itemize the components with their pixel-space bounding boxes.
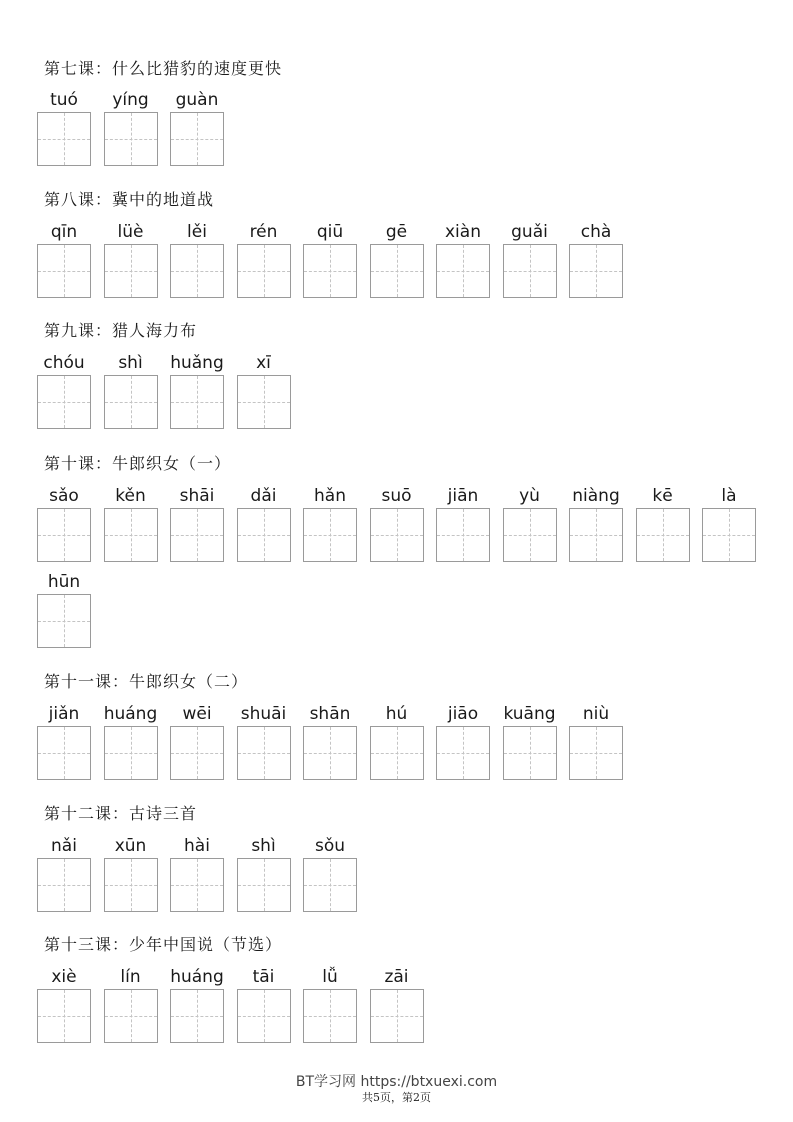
tianzige-writing-box[interactable]: [37, 244, 91, 298]
pinyin-writing-cell: [436, 486, 490, 506]
tianzige-writing-box[interactable]: [370, 989, 424, 1043]
pinyin-label: lěi: [187, 222, 207, 242]
pinyin-writing-cell: [436, 704, 490, 724]
pinyin-label: lín: [120, 967, 141, 987]
tianzige-writing-box[interactable]: [104, 508, 158, 562]
guide-line-vertical: [530, 509, 531, 561]
pinyin-writing-cell: [104, 967, 158, 987]
pinyin-label: shì: [118, 353, 143, 373]
guide-line-vertical: [463, 245, 464, 297]
lesson-title: 第十一课：牛郎织女（二）: [44, 672, 249, 691]
guide-line-vertical: [131, 990, 132, 1042]
tianzige-writing-box[interactable]: [503, 508, 557, 562]
pinyin-writing-cell: [170, 967, 224, 987]
pinyin-label: kěn: [115, 486, 146, 506]
pinyin-label: yù: [519, 486, 540, 506]
tianzige-writing-box[interactable]: [569, 508, 623, 562]
guide-line-vertical: [330, 245, 331, 297]
lesson-title: 第十课：牛郎织女（一）: [44, 454, 232, 473]
guide-line-vertical: [131, 245, 132, 297]
pinyin-writing-cell: [503, 486, 557, 506]
pinyin-writing-cell: [370, 222, 424, 242]
pinyin-writing-cell: [436, 222, 490, 242]
pinyin-label: hú: [385, 704, 408, 724]
pinyin-writing-cell: [170, 704, 224, 724]
tianzige-writing-box[interactable]: [37, 508, 91, 562]
tianzige-writing-box[interactable]: [303, 508, 357, 562]
tianzige-writing-box[interactable]: [303, 726, 357, 780]
tianzige-writing-box[interactable]: [702, 508, 756, 562]
tianzige-writing-box[interactable]: [503, 244, 557, 298]
lesson-title: 第八课：冀中的地道战: [44, 190, 215, 209]
pinyin-label: niàng: [572, 486, 620, 506]
pinyin-label: shāi: [179, 486, 215, 506]
pinyin-label: guǎi: [511, 222, 548, 242]
pinyin-writing-cell: [170, 222, 224, 242]
guide-line-vertical: [197, 990, 198, 1042]
guide-line-vertical: [530, 727, 531, 779]
pinyin-writing-cell: [37, 90, 91, 110]
pinyin-writing-cell: [104, 90, 158, 110]
guide-line-vertical: [596, 727, 597, 779]
tianzige-writing-box[interactable]: [370, 508, 424, 562]
guide-line-vertical: [663, 509, 664, 561]
pinyin-label: wēi: [182, 704, 212, 724]
tianzige-writing-box[interactable]: [569, 726, 623, 780]
pinyin-label: guàn: [175, 90, 219, 110]
pinyin-writing-cell: [237, 836, 291, 856]
tianzige-writing-box[interactable]: [37, 989, 91, 1043]
tianzige-writing-box[interactable]: [104, 989, 158, 1043]
pinyin-label: tuó: [50, 90, 78, 110]
guide-line-vertical: [530, 245, 531, 297]
guide-line-vertical: [131, 376, 132, 428]
pinyin-writing-cell: [104, 704, 158, 724]
tianzige-writing-box[interactable]: [636, 508, 690, 562]
tianzige-writing-box[interactable]: [104, 858, 158, 912]
guide-line-vertical: [64, 245, 65, 297]
tianzige-writing-box[interactable]: [303, 244, 357, 298]
pinyin-writing-cell: [37, 967, 91, 987]
pinyin-label: sǒu: [314, 836, 346, 856]
guide-line-vertical: [64, 595, 65, 647]
pinyin-writing-cell: [303, 486, 357, 506]
guide-line-vertical: [197, 859, 198, 911]
pinyin-writing-cell: [636, 486, 690, 506]
tianzige-writing-box[interactable]: [37, 375, 91, 429]
pinyin-writing-cell: [303, 836, 357, 856]
lesson-title: 第七课：什么比猎豹的速度更快: [44, 59, 283, 78]
tianzige-writing-box[interactable]: [237, 726, 291, 780]
tianzige-writing-box[interactable]: [104, 112, 158, 166]
pinyin-label: là: [721, 486, 737, 506]
guide-line-vertical: [397, 245, 398, 297]
tianzige-writing-box[interactable]: [170, 375, 224, 429]
tianzige-writing-box[interactable]: [237, 858, 291, 912]
guide-line-vertical: [264, 376, 265, 428]
pinyin-writing-cell: [237, 967, 291, 987]
guide-line-vertical: [264, 859, 265, 911]
pinyin-label: hūn: [47, 572, 81, 592]
footer-site-link[interactable]: BT学习网 https://btxuexi.com: [295, 1074, 498, 1090]
pinyin-writing-cell: [170, 486, 224, 506]
pinyin-writing-cell: [170, 836, 224, 856]
tianzige-writing-box[interactable]: [370, 244, 424, 298]
tianzige-writing-box[interactable]: [237, 375, 291, 429]
pinyin-writing-cell: [303, 704, 357, 724]
pinyin-writing-cell: [37, 353, 91, 373]
pinyin-writing-cell: [37, 222, 91, 242]
pinyin-label: xī: [256, 353, 271, 373]
guide-line-vertical: [197, 245, 198, 297]
pinyin-label: jiāo: [447, 704, 479, 724]
guide-line-vertical: [64, 509, 65, 561]
pinyin-label: huáng: [103, 704, 158, 724]
pinyin-label: hǎn: [314, 486, 346, 506]
tianzige-writing-box[interactable]: [170, 244, 224, 298]
guide-line-vertical: [264, 509, 265, 561]
lesson-title: 第九课：猎人海力布: [44, 321, 198, 340]
pinyin-writing-cell: [237, 486, 291, 506]
guide-line-vertical: [596, 245, 597, 297]
tianzige-writing-box[interactable]: [170, 508, 224, 562]
pinyin-writing-cell: [37, 836, 91, 856]
pinyin-writing-cell: [503, 704, 557, 724]
pinyin-label: tāi: [252, 967, 275, 987]
tianzige-writing-box[interactable]: [303, 989, 357, 1043]
guide-line-vertical: [330, 990, 331, 1042]
pinyin-writing-cell: [237, 222, 291, 242]
pinyin-writing-cell: [104, 836, 158, 856]
pinyin-label: shì: [251, 836, 276, 856]
guide-line-vertical: [64, 859, 65, 911]
pinyin-writing-cell: [503, 222, 557, 242]
guide-line-vertical: [596, 509, 597, 561]
pinyin-label: lǚ: [322, 967, 338, 987]
pinyin-writing-cell: [569, 222, 623, 242]
tianzige-writing-box[interactable]: [370, 726, 424, 780]
pinyin-label: suō: [381, 486, 412, 506]
guide-line-vertical: [397, 509, 398, 561]
pinyin-label: rén: [249, 222, 278, 242]
tianzige-writing-box[interactable]: [104, 726, 158, 780]
pinyin-label: jiǎn: [48, 704, 80, 724]
lesson-title: 第十三课：少年中国说（节选）: [44, 935, 283, 954]
pinyin-writing-cell: [303, 222, 357, 242]
pinyin-label: lüè: [117, 222, 144, 242]
guide-line-vertical: [397, 990, 398, 1042]
pinyin-writing-cell: [170, 90, 224, 110]
pinyin-label: xiè: [51, 967, 77, 987]
guide-line-vertical: [64, 376, 65, 428]
pinyin-label: shān: [309, 704, 351, 724]
guide-line-vertical: [131, 859, 132, 911]
tianzige-writing-box[interactable]: [436, 244, 490, 298]
tianzige-writing-box[interactable]: [104, 375, 158, 429]
guide-line-vertical: [729, 509, 730, 561]
tianzige-writing-box[interactable]: [436, 726, 490, 780]
tianzige-writing-box[interactable]: [37, 112, 91, 166]
tianzige-writing-box[interactable]: [436, 508, 490, 562]
pinyin-writing-cell: [370, 967, 424, 987]
guide-line-vertical: [264, 727, 265, 779]
pinyin-writing-cell: [370, 704, 424, 724]
pinyin-label: kē: [652, 486, 673, 506]
pinyin-label: yíng: [112, 90, 149, 110]
pinyin-label: nǎi: [51, 836, 77, 856]
pinyin-writing-cell: [37, 704, 91, 724]
pinyin-label: xiàn: [445, 222, 481, 242]
pinyin-label: huǎng: [170, 353, 224, 373]
guide-line-vertical: [264, 990, 265, 1042]
guide-line-vertical: [64, 727, 65, 779]
lesson-title: 第十二课：古诗三首: [44, 804, 198, 823]
pinyin-writing-cell: [702, 486, 756, 506]
pinyin-writing-cell: [237, 704, 291, 724]
guide-line-vertical: [131, 727, 132, 779]
guide-line-vertical: [197, 509, 198, 561]
guide-line-vertical: [197, 727, 198, 779]
pinyin-label: jiān: [447, 486, 479, 506]
pinyin-writing-cell: [104, 222, 158, 242]
pinyin-label: chóu: [43, 353, 85, 373]
guide-line-vertical: [463, 727, 464, 779]
tianzige-writing-box[interactable]: [37, 858, 91, 912]
tianzige-writing-box[interactable]: [303, 858, 357, 912]
guide-line-vertical: [197, 113, 198, 165]
guide-line-vertical: [131, 113, 132, 165]
pinyin-writing-cell: [37, 572, 91, 592]
pinyin-writing-cell: [37, 486, 91, 506]
guide-line-vertical: [131, 509, 132, 561]
tianzige-writing-box[interactable]: [569, 244, 623, 298]
tianzige-writing-box[interactable]: [170, 989, 224, 1043]
pinyin-writing-cell: [170, 353, 224, 373]
tianzige-writing-box[interactable]: [104, 244, 158, 298]
guide-line-vertical: [330, 509, 331, 561]
pinyin-label: niù: [582, 704, 610, 724]
pinyin-writing-cell: [104, 353, 158, 373]
tianzige-writing-box[interactable]: [37, 594, 91, 648]
tianzige-writing-box[interactable]: [237, 244, 291, 298]
pinyin-label: gē: [385, 222, 408, 242]
tianzige-writing-box[interactable]: [237, 508, 291, 562]
pinyin-label: zāi: [384, 967, 409, 987]
pinyin-writing-cell: [104, 486, 158, 506]
pinyin-writing-cell: [569, 704, 623, 724]
tianzige-writing-box[interactable]: [37, 726, 91, 780]
pinyin-writing-cell: [303, 967, 357, 987]
pinyin-writing-cell: [569, 486, 623, 506]
guide-line-vertical: [264, 245, 265, 297]
pinyin-label: xūn: [114, 836, 147, 856]
guide-line-vertical: [330, 727, 331, 779]
pinyin-label: kuāng: [503, 704, 556, 724]
pinyin-label: qiū: [316, 222, 344, 242]
pinyin-label: huáng: [170, 967, 224, 987]
footer-page-number: 共5页，第2页: [362, 1091, 431, 1104]
tianzige-writing-box[interactable]: [503, 726, 557, 780]
guide-line-vertical: [64, 113, 65, 165]
pinyin-label: qīn: [50, 222, 78, 242]
guide-line-vertical: [330, 859, 331, 911]
pinyin-label: dǎi: [250, 486, 277, 506]
pinyin-label: hài: [184, 836, 210, 856]
pinyin-label: shuāi: [240, 704, 287, 724]
pinyin-label: sǎo: [49, 486, 79, 506]
guide-line-vertical: [397, 727, 398, 779]
pinyin-writing-cell: [237, 353, 291, 373]
pinyin-writing-cell: [370, 486, 424, 506]
tianzige-writing-box[interactable]: [170, 858, 224, 912]
tianzige-writing-box[interactable]: [170, 726, 224, 780]
tianzige-writing-box[interactable]: [237, 989, 291, 1043]
guide-line-vertical: [197, 376, 198, 428]
guide-line-vertical: [463, 509, 464, 561]
pinyin-label: chà: [580, 222, 612, 242]
guide-line-vertical: [64, 990, 65, 1042]
tianzige-writing-box[interactable]: [170, 112, 224, 166]
